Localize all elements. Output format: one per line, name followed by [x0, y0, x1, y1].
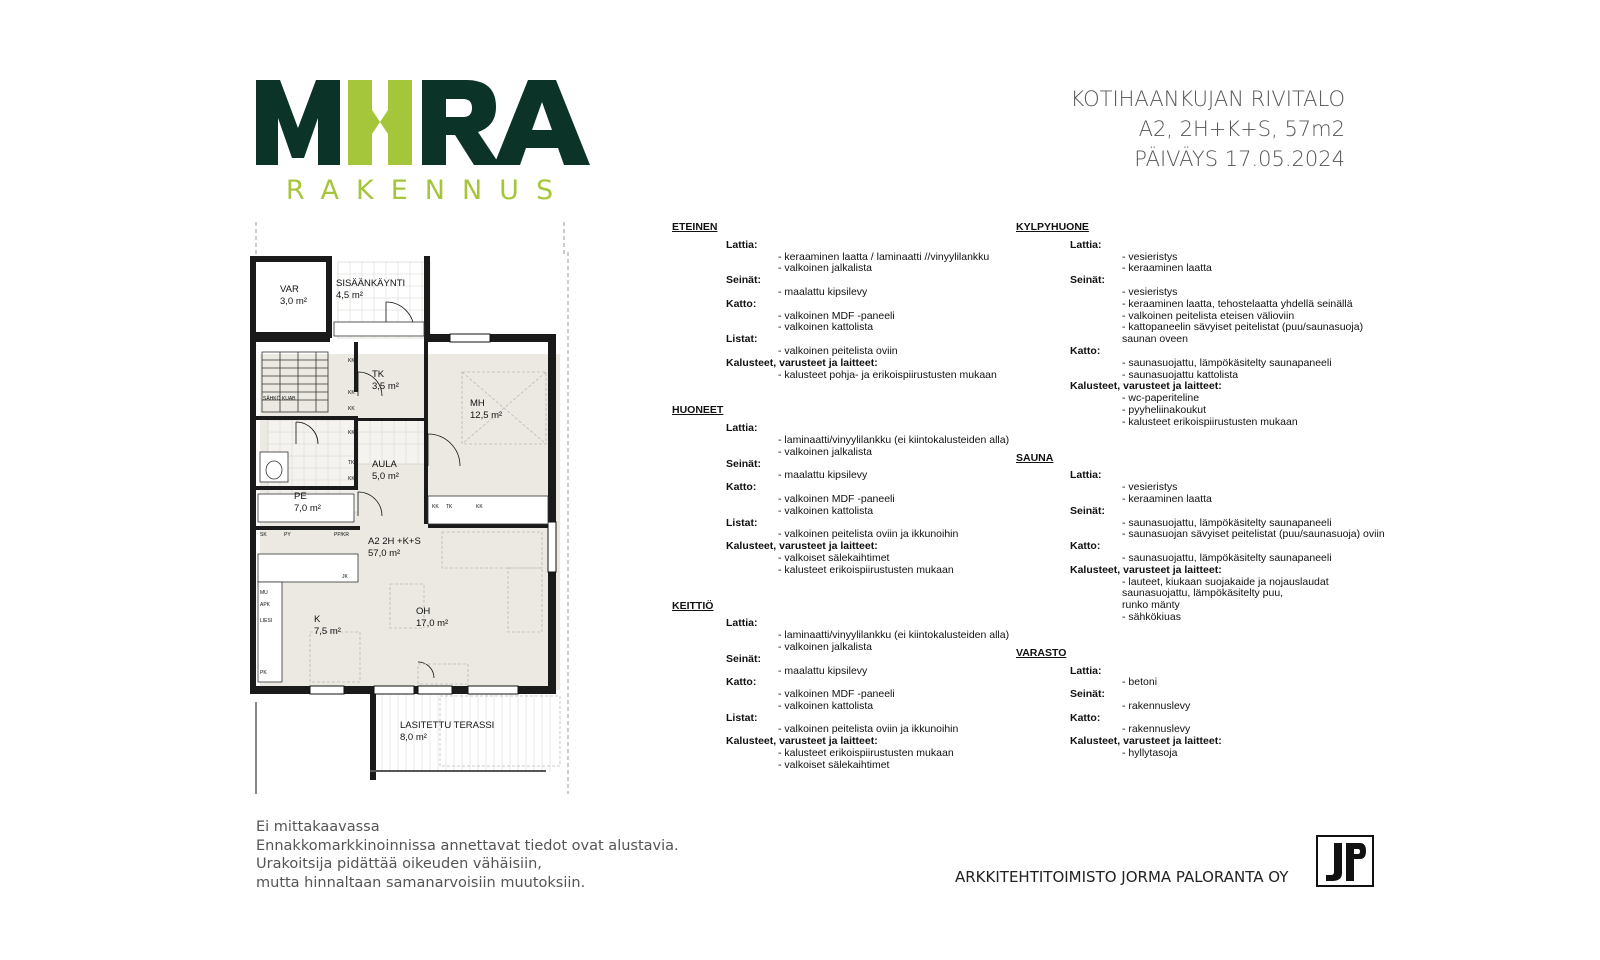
spec-item: - wc-paperiteline [1122, 392, 1200, 405]
spec-section [1016, 451, 1385, 624]
spec-category-label: Seinät: [726, 457, 762, 470]
room-k-name: K [314, 614, 321, 625]
mira-logo-graphic [256, 80, 601, 205]
spec-item: - valkoinen jalkalista [778, 445, 872, 458]
spec-category-label: Katto: [1070, 711, 1101, 724]
spec-item: - valkoinen peitelista oviin ja ikkunoihin [778, 723, 959, 736]
spec-item: - vesieristys [1122, 285, 1178, 298]
spec-category-label: Kalusteet, varusteet ja laitteet: [1070, 380, 1222, 393]
spec-category-label: Lattia: [726, 238, 758, 251]
spec-item: saunan oveen [1122, 333, 1188, 346]
spec-category-label: Lattia: [726, 422, 758, 435]
spec-item: - kalusteet erikoispiirustusten mukaan [778, 563, 954, 576]
svg-text:KK: KK [348, 476, 355, 482]
disclaimer-line: Urakoitsija pidättää oikeuden vähäisiin, [256, 856, 542, 872]
room-var-area: 3,0 m² [280, 296, 307, 307]
spec-item: - valkoiset sälekaihtimet [778, 551, 890, 564]
svg-text:KK: KK [432, 504, 439, 510]
project-info [1070, 84, 1345, 174]
room-tk-name: TK [372, 369, 385, 380]
spec-section [1016, 648, 1376, 760]
svg-text:PK: PK [260, 670, 267, 676]
spec-item: - kalusteet erikoispiirustusten mukaan [778, 747, 954, 760]
room-pe-area: 7,0 m² [294, 503, 321, 514]
spec-category-label: Katto: [1070, 344, 1101, 357]
room-mh-name: MH [470, 398, 485, 409]
spec-item: - keraaminen laatta [1122, 262, 1212, 275]
disclaimer-line: mutta hinnaltaan samanarvoisiin muutoksiin. [256, 874, 586, 891]
logo-letter-i-left [348, 80, 380, 165]
svg-text:KK: KK [348, 358, 355, 364]
spec-item: - valkoinen peitelista eteisen välioviin [1122, 309, 1295, 322]
logo-letter-r [422, 80, 500, 165]
spec-category-label: Seinät: [726, 274, 762, 287]
spec-item: - valkoinen kattolista [778, 321, 874, 334]
project-title: KOTIHAANKUJAN RIVITALO [1070, 87, 1345, 111]
spec-item: - maalattu kipsilevy [778, 664, 868, 677]
spec-item: - valkoinen peitelista oviin [778, 344, 898, 357]
spec-section-title: KEITTIÖ [672, 599, 714, 612]
spec-item: - saunasuojattu, lämpökäsitelty saunapaneeli [1122, 551, 1332, 564]
room-entrance-area: 4,5 m² [336, 290, 363, 301]
apartment-area: 57,0 m² [368, 548, 401, 559]
spec-category-label: Kalusteet, varusteet ja laitteet: [1070, 563, 1222, 576]
room-aula-area: 5,0 m² [372, 471, 399, 482]
spec-category-label: Katto: [726, 676, 757, 689]
mira-rakennus-logo [256, 80, 601, 205]
spec-category-label: Katto: [726, 481, 757, 494]
floor-plan [250, 222, 570, 794]
svg-text:KK: KK [348, 390, 355, 396]
disclaimer-line: Ei mittakaavassa [256, 819, 380, 835]
room-mh-area: 12,5 m² [470, 410, 503, 421]
spec-item: - vesieristys [1122, 250, 1178, 263]
spec-column-right [1016, 221, 1385, 784]
spec-category-label: Seinät: [1070, 504, 1106, 517]
spec-item: - valkoinen jalkalista [778, 262, 872, 275]
room-oh-name: OH [416, 606, 431, 617]
room-oh-area: 17,0 m² [416, 618, 449, 629]
spec-item: - valkoinen peitelista oviin ja ikkunoihin [778, 528, 959, 541]
spec-category-label: Lattia: [1070, 469, 1102, 482]
spec-item: - rakennuslevy [1122, 699, 1191, 712]
spec-item: - hyllytasoja [1122, 747, 1178, 760]
spec-section [672, 601, 1012, 772]
plan-date: PÄIVÄYS 17.05.2024 [1134, 147, 1345, 171]
svg-text:TK: TK [348, 460, 355, 466]
spec-item: runko mänty [1122, 599, 1180, 612]
spec-item: - valkoinen jalkalista [778, 640, 872, 653]
spec-category-label: Lattia: [1070, 664, 1102, 677]
apartment-label: A2 2H +K+S [368, 536, 421, 547]
svg-text:SÄHKÖ KUAB: SÄHKÖ KUAB [263, 396, 296, 402]
spec-category-label: Seinät: [1070, 274, 1106, 287]
spec-category-label: Katto: [1070, 540, 1101, 553]
disclaimer [256, 818, 679, 892]
logo-letter-i-right [380, 80, 412, 165]
spec-category-label: Lattia: [726, 617, 758, 630]
spec-category-label: Kalusteet, varusteet ja laitteet: [726, 540, 878, 553]
spec-item: - maalattu kipsilevy [778, 285, 868, 298]
spec-category-label: Listat: [726, 516, 758, 529]
spec-section [672, 222, 1012, 381]
spec-item: - pyyheliinakoukut [1122, 403, 1207, 416]
spec-item: - valkoinen MDF -paneeli [778, 688, 895, 701]
logo-letter-m [256, 80, 340, 165]
spec-item: - laminaatti/vinyylilankku (ei kiintokalusteiden alla) [778, 433, 1010, 446]
spec-item: - keraaminen laatta [1122, 492, 1212, 505]
spec-item: - rakennuslevy [1122, 723, 1191, 736]
svg-text:TK: TK [446, 504, 453, 510]
spec-section [1016, 222, 1376, 429]
spec-item: - valkoinen kattolista [778, 504, 874, 517]
room-aula-name: AULA [372, 459, 397, 470]
room-pe-name: PE [294, 491, 307, 502]
spec-item: - saunasuojattu, lämpökäsitelty saunapaneeli [1122, 356, 1332, 369]
spec-item: - valkoinen kattolista [778, 699, 874, 712]
spec-column-left [672, 222, 1012, 796]
svg-text:SK: SK [260, 532, 267, 538]
spec-category-label: Kalusteet, varusteet ja laitteet: [726, 356, 878, 369]
spec-section-title: ETEINEN [672, 221, 718, 233]
svg-text:KK: KK [348, 406, 355, 412]
floor-plan-drawing [250, 222, 570, 794]
disclaimer-line: Ennakkomarkkinoinnissa annettavat tiedot ovat alustavia. [256, 837, 679, 854]
logo-letter-a [494, 80, 590, 165]
spec-item: - kalusteet pohja- ja erikoispiirustusten mukaan [778, 368, 997, 381]
spec-item: - vesieristys [1122, 481, 1178, 494]
spec-category-label: Seinät: [1070, 688, 1106, 701]
architect-name: ARKKITEHTITOIMISTO JORMA PALORANTA OY [955, 868, 1289, 886]
bedroom-floor [436, 356, 560, 510]
logo-subtext: RAKENNUS [285, 175, 571, 205]
room-entrance-name: SISÄÄNKÄYNTI [336, 278, 406, 289]
spec-item: - kattopaneelin sävyiset peitelistat (puu/saunasuoja) [1122, 321, 1364, 334]
spec-item: - valkoinen MDF -paneeli [778, 309, 895, 322]
svg-text:JK: JK [342, 574, 348, 580]
svg-text:MU: MU [260, 590, 268, 596]
spec-item: - saunasuojattu, lämpökäsitelty saunapaneeli [1122, 516, 1332, 529]
room-terrace-area: 8,0 m² [400, 732, 427, 743]
spec-item: - betoni [1122, 676, 1158, 689]
svg-text:KK: KK [476, 504, 483, 510]
spec-item: - saunasuojan sävyiset peitelistat (puu/saunasuoja) oviin [1122, 528, 1385, 541]
spec-section-title: KYLPYHUONE [1016, 221, 1089, 233]
spec-item: - keraaminen laatta / laminaatti //vinyylilankku [778, 250, 990, 263]
spec-section [672, 405, 1012, 576]
jp-logo-icon [1316, 835, 1374, 887]
architect-logo [1316, 835, 1374, 887]
spec-section-title: VARASTO [1016, 646, 1067, 659]
svg-text:LIESI: LIESI [260, 618, 273, 624]
room-terrace-name: LASITETTU TERASSI [400, 720, 495, 731]
spec-category-label: Lattia: [1070, 238, 1102, 251]
spec-section-title: HUONEET [672, 404, 724, 417]
spec-category-label: Seinät: [726, 652, 762, 665]
room-var-name: VAR [280, 284, 299, 295]
spec-item: - saunasuojattu kattolista [1122, 368, 1239, 381]
spec-category-label: Kalusteet, varusteet ja laitteet: [1070, 735, 1222, 748]
spec-item: - kalusteet erikoispiirustusten mukaan [1122, 415, 1298, 428]
svg-text:APK: APK [260, 602, 271, 608]
spec-item: - keraaminen laatta, tehostelaatta yhdellä seinällä [1122, 297, 1353, 310]
spec-item: - valkoiset sälekaihtimet [778, 758, 890, 771]
spec-item: - maalattu kipsilevy [778, 469, 868, 482]
spec-item: saunasuojattu, lämpökäsitelty puu, [1122, 587, 1284, 600]
spec-item: - lauteet, kiukaan suojakaide ja nojauslaudat [1122, 575, 1329, 588]
spec-section-title: SAUNA [1016, 451, 1054, 464]
spec-category-label: Listat: [726, 711, 758, 724]
svg-text:PY: PY [284, 532, 291, 538]
room-k-area: 7,5 m² [314, 626, 341, 637]
room-tk-area: 3,5 m² [372, 381, 399, 392]
svg-text:KK: KK [348, 430, 355, 436]
spec-item: - valkoinen MDF -paneeli [778, 492, 895, 505]
apartment-type: A2, 2H+K+S, 57m2 [1138, 117, 1345, 141]
spec-item: - laminaatti/vinyylilankku (ei kiintokalusteiden alla) [778, 629, 1010, 642]
svg-text:PP/KR: PP/KR [334, 532, 350, 538]
spec-category-label: Kalusteet, varusteet ja laitteet: [726, 735, 878, 748]
spec-item: - sähkökiuas [1122, 610, 1181, 623]
spec-category-label: Katto: [726, 297, 757, 310]
spec-category-label: Listat: [726, 333, 758, 346]
